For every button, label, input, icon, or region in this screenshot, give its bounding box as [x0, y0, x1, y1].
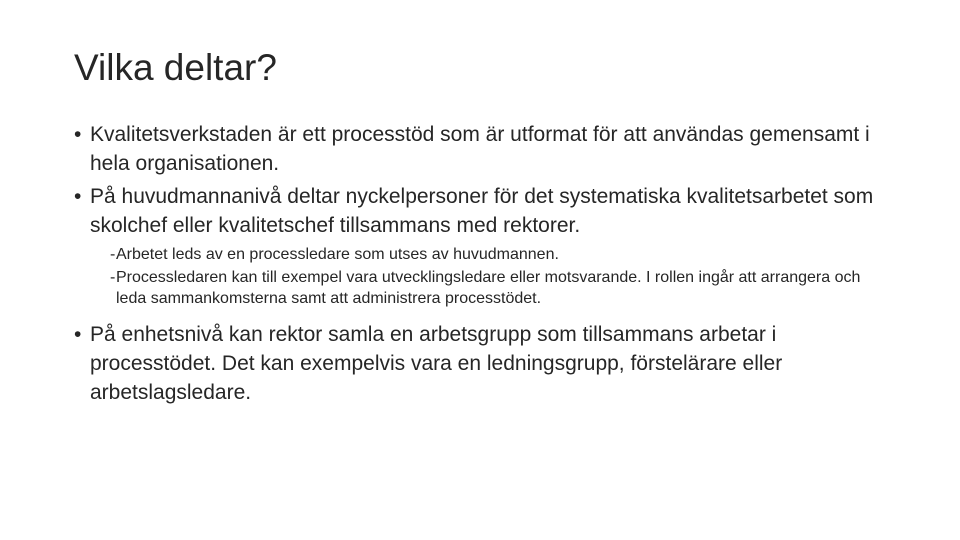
- bullet-item: [74, 182, 874, 240]
- sub-item: [110, 244, 874, 265]
- bullet-text: Kvalitetsverkstaden är ett processtöd som är utformat för att användas gemensamt i hela organisationen.: [90, 123, 870, 175]
- bullet-item: [74, 320, 874, 407]
- sub-list: [74, 244, 874, 309]
- slide-title: Vilka deltar?: [74, 47, 277, 88]
- slide-body: [74, 120, 874, 411]
- bullet-marker: •: [74, 185, 82, 208]
- bullet-marker: •: [74, 123, 82, 146]
- bullet-marker: •: [74, 323, 82, 346]
- bullet-text: På huvudmannanivå deltar nyckelpersoner för det systematiska kvalitetsarbetet som skolchef eller kvalitetschef tillsammans med rektorer.: [90, 185, 874, 237]
- bullet-item: [74, 120, 874, 178]
- sub-text: Processledaren kan till exempel vara utvecklingsledare eller motsvarande. I rollen ingår att arrangera och leda sammankomsterna samt att administrera processtödet.: [116, 269, 861, 307]
- sub-item: [110, 267, 874, 309]
- bullet-text: På enhetsnivå kan rektor samla en arbetsgrupp som tillsammans arbetar i processtödet. Det kan exempelvis vara en ledningsgrupp, förstelärare eller arbetslagsledare.: [90, 323, 783, 404]
- sub-text: Arbetet leds av en processledare som utses av huvudmannen.: [116, 246, 559, 263]
- sub-marker: -: [110, 246, 116, 263]
- sub-marker: -: [110, 269, 116, 286]
